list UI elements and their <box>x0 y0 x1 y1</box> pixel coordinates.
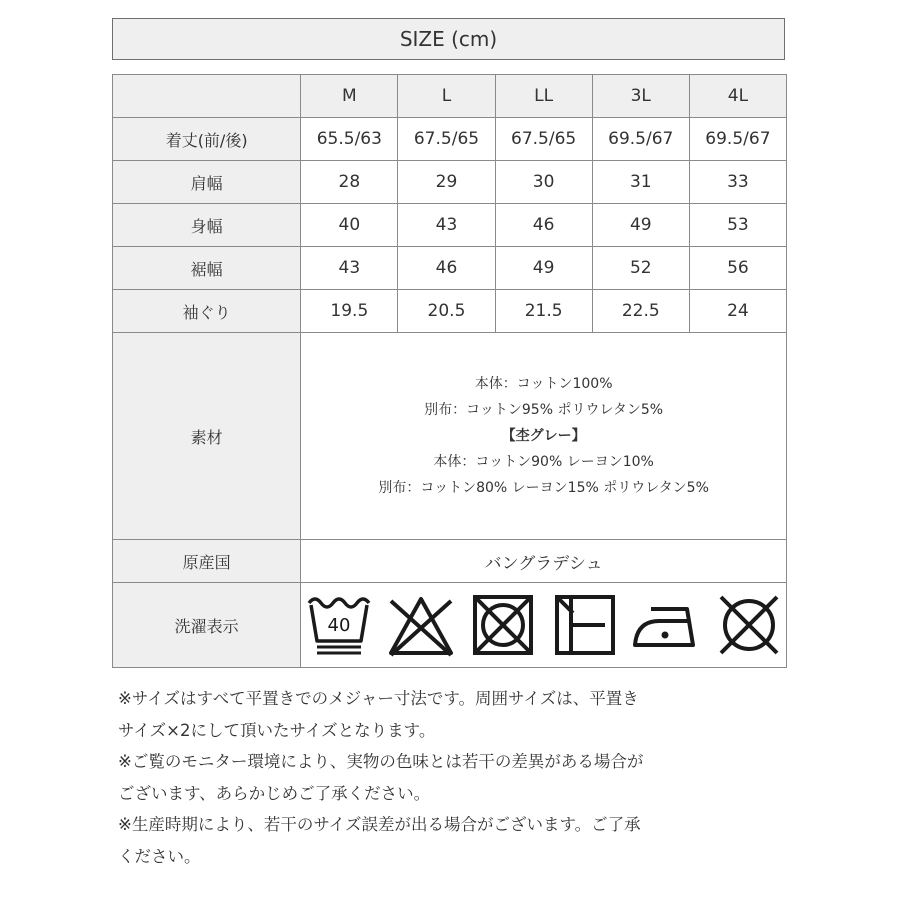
size-notes <box>118 683 788 872</box>
row-label-material: 素材 <box>113 333 301 540</box>
material-line: 別布：コットン80% レーヨン15% ポリウレタン5% <box>378 480 709 496</box>
row-label-origin: 原産国 <box>113 540 301 583</box>
size-table <box>112 74 787 668</box>
material-line: 別布：コットン95% ポリウレタン5% <box>424 402 664 418</box>
origin-row <box>113 540 787 583</box>
table-cell: 33 <box>689 161 786 204</box>
table-cell: 56 <box>689 247 786 290</box>
table-cell: 52 <box>592 247 689 290</box>
column-header-m: M <box>301 75 398 118</box>
header-row <box>113 75 787 118</box>
note-line: ※生産時期により、若干のサイズ誤差が出る場合がございます。ご了承 <box>118 815 641 834</box>
care-row <box>113 583 787 668</box>
material-line: 本体：コットン90% レーヨン10% <box>433 454 654 470</box>
care-icons-cell <box>301 583 787 668</box>
table-cell: 53 <box>689 204 786 247</box>
iron-low-icon <box>631 591 703 659</box>
table-cell: 21.5 <box>495 290 592 333</box>
table-row <box>113 204 787 247</box>
table-cell: 46 <box>398 247 495 290</box>
no-tumble-dry-icon <box>467 591 539 659</box>
material-row <box>113 333 787 540</box>
note-line: ください。 <box>118 846 201 866</box>
note-line: ※ご覧のモニター環境により、実物の色味とは若干の差異がある場合が <box>118 752 644 771</box>
table-cell: 43 <box>398 204 495 247</box>
note-line: ございます、あらかじめご了承ください。 <box>118 783 431 803</box>
table-cell: 69.5/67 <box>689 118 786 161</box>
no-dry-clean-icon <box>713 591 785 659</box>
table-row <box>113 118 787 161</box>
table-cell: 40 <box>301 204 398 247</box>
origin-value: バングラデシュ <box>301 540 787 583</box>
table-cell: 20.5 <box>398 290 495 333</box>
table-cell: 22.5 <box>592 290 689 333</box>
table-cell: 31 <box>592 161 689 204</box>
note-line: サイズ×2にして頂いたサイズとなります。 <box>118 720 436 740</box>
wash-temp-label: 40 <box>327 615 351 636</box>
row-label-hem: 裾幅 <box>113 247 301 290</box>
table-row <box>113 290 787 333</box>
table-cell: 49 <box>495 247 592 290</box>
table-cell: 28 <box>301 161 398 204</box>
table-row <box>113 247 787 290</box>
table-row <box>113 161 787 204</box>
table-cell: 65.5/63 <box>301 118 398 161</box>
column-header-3l: 3L <box>592 75 689 118</box>
row-label-armhole: 袖ぐり <box>113 290 301 333</box>
table-cell: 49 <box>592 204 689 247</box>
table-cell: 67.5/65 <box>398 118 495 161</box>
column-header-l: L <box>398 75 495 118</box>
wash-40-gentle-icon <box>303 591 375 659</box>
column-header-4l: 4L <box>689 75 786 118</box>
corner-cell <box>113 75 301 118</box>
table-cell: 29 <box>398 161 495 204</box>
table-cell: 46 <box>495 204 592 247</box>
table-cell: 24 <box>689 290 786 333</box>
table-cell: 69.5/67 <box>592 118 689 161</box>
row-label-care: 洗濯表示 <box>113 583 301 668</box>
table-cell: 19.5 <box>301 290 398 333</box>
size-title: SIZE (cm) <box>112 18 785 60</box>
row-label-length: 着丈(前/後) <box>113 118 301 161</box>
note-line: ※サイズはすべて平置きでのメジャー寸法です。周囲サイズは、平置き <box>118 689 639 708</box>
no-bleach-icon <box>385 591 457 659</box>
material-variant-heading: 【杢グレー】 <box>501 428 586 444</box>
line-dry-shade-icon <box>549 591 621 659</box>
table-cell: 30 <box>495 161 592 204</box>
column-header-ll: LL <box>495 75 592 118</box>
material-cell <box>301 333 787 540</box>
row-label-shoulder: 肩幅 <box>113 161 301 204</box>
table-cell: 67.5/65 <box>495 118 592 161</box>
material-line: 本体：コットン100% <box>474 376 613 392</box>
table-cell: 43 <box>301 247 398 290</box>
row-label-chest: 身幅 <box>113 204 301 247</box>
